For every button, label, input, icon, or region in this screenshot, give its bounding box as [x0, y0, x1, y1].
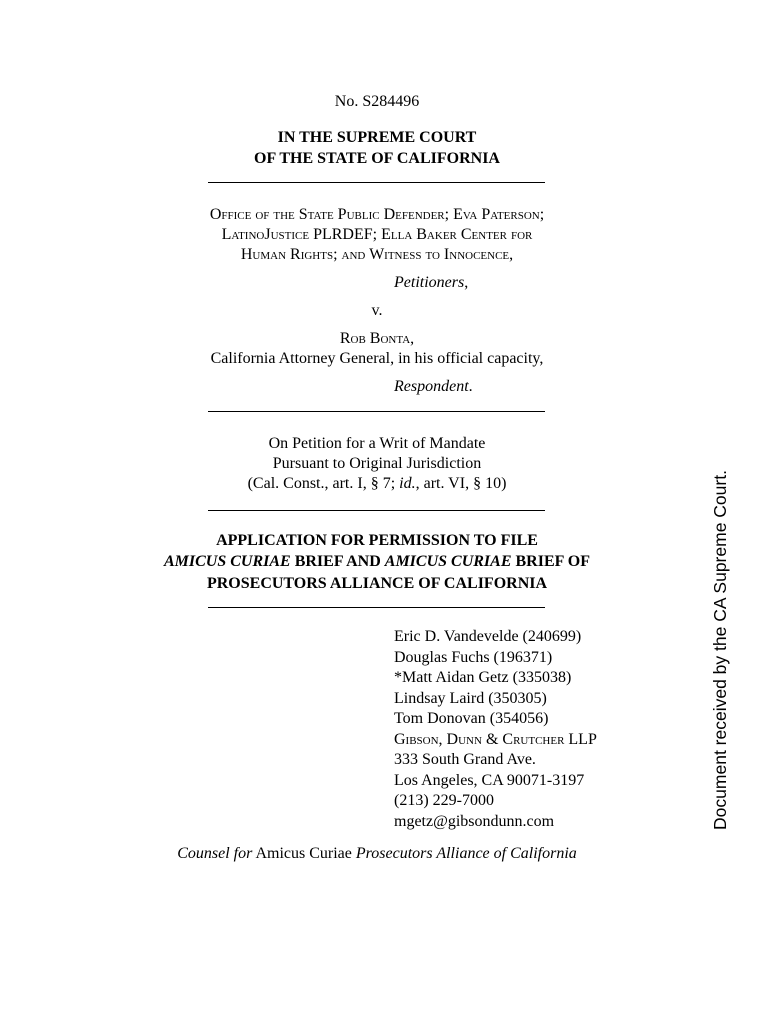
firm-phone: (213) 229-7000	[394, 792, 494, 809]
petitioners-line1: Office of the State Public Defender; Eva Paterson;	[209, 206, 545, 223]
counsel-amicus: Amicus Curiae	[252, 845, 356, 862]
petitioners-role-text: Petitioners	[394, 274, 465, 291]
attorney-block	[394, 627, 597, 832]
firm-email: mgetz@gibsondunn.com	[394, 812, 555, 830]
divider-rule	[208, 182, 545, 183]
counsel-for: Counsel for	[177, 845, 253, 862]
attorney-name: Tom Donovan (354056)	[394, 710, 549, 727]
divider-rule	[208, 607, 545, 608]
divider-rule	[208, 510, 545, 511]
application-line1: APPLICATION FOR PERMISSION TO FILE	[216, 532, 538, 549]
application-amicus-2: AMICUS CURIAE	[384, 553, 512, 570]
application-brief-of: BRIEF OF	[511, 553, 591, 570]
respondent-name: Rob Bonta,	[339, 330, 415, 347]
application-brief-and: BRIEF AND	[290, 553, 385, 570]
firm-address1: 333 South Grand Ave.	[394, 751, 536, 768]
petition-line3-pre: (Cal. Const., art. I, § 7;	[247, 475, 400, 492]
court-title-line2: OF THE STATE OF CALIFORNIA	[254, 150, 500, 167]
petition-line3-post: , art. VI, § 10)	[415, 475, 507, 492]
respondent-role: Respondent.	[394, 378, 473, 395]
respondent-role-text: Respondent	[394, 378, 469, 395]
petition-line2: Pursuant to Original Jurisdiction	[272, 455, 482, 472]
case-number: No. S284496	[334, 93, 420, 110]
attorney-name: Douglas Fuchs (196371)	[394, 648, 553, 666]
application-line3: PROSECUTORS ALLIANCE OF CALIFORNIA	[206, 575, 548, 592]
petitioners-role: Petitioners,	[394, 274, 469, 291]
respondent-title: California Attorney General, in his official capacity,	[210, 350, 544, 367]
application-amicus-1: AMICUS CURIAE	[163, 553, 291, 570]
petition-line1: On Petition for a Writ of Mandate	[268, 435, 486, 452]
petitioners-line2: LatinoJustice PLRDEF; Ella Baker Center for	[221, 226, 533, 243]
attorney-name: *Matt Aidan Getz (335038)	[394, 669, 572, 686]
firm-address2: Los Angeles, CA 90071-3197	[394, 771, 585, 789]
attorney-name: Lindsay Laird (350305)	[394, 689, 547, 707]
firm-name: Gibson, Dunn & Crutcher LLP	[394, 730, 597, 748]
petitioners-line3: Human Rights; and Witness to Innocence,	[240, 246, 514, 263]
court-received-stamp: Document received by the CA Supreme Court.	[710, 470, 730, 830]
counsel-party: Prosecutors Alliance of California	[355, 845, 577, 862]
petition-line3-id: id.	[399, 475, 416, 492]
application-line2	[0, 552, 754, 571]
petition-line3	[0, 474, 754, 493]
court-title-line1: IN THE SUPREME COURT	[277, 129, 477, 146]
divider-rule	[208, 411, 545, 412]
attorney-name: Eric D. Vandevelde (240699)	[394, 628, 582, 645]
versus: v.	[371, 302, 383, 319]
counsel-line	[0, 844, 754, 863]
